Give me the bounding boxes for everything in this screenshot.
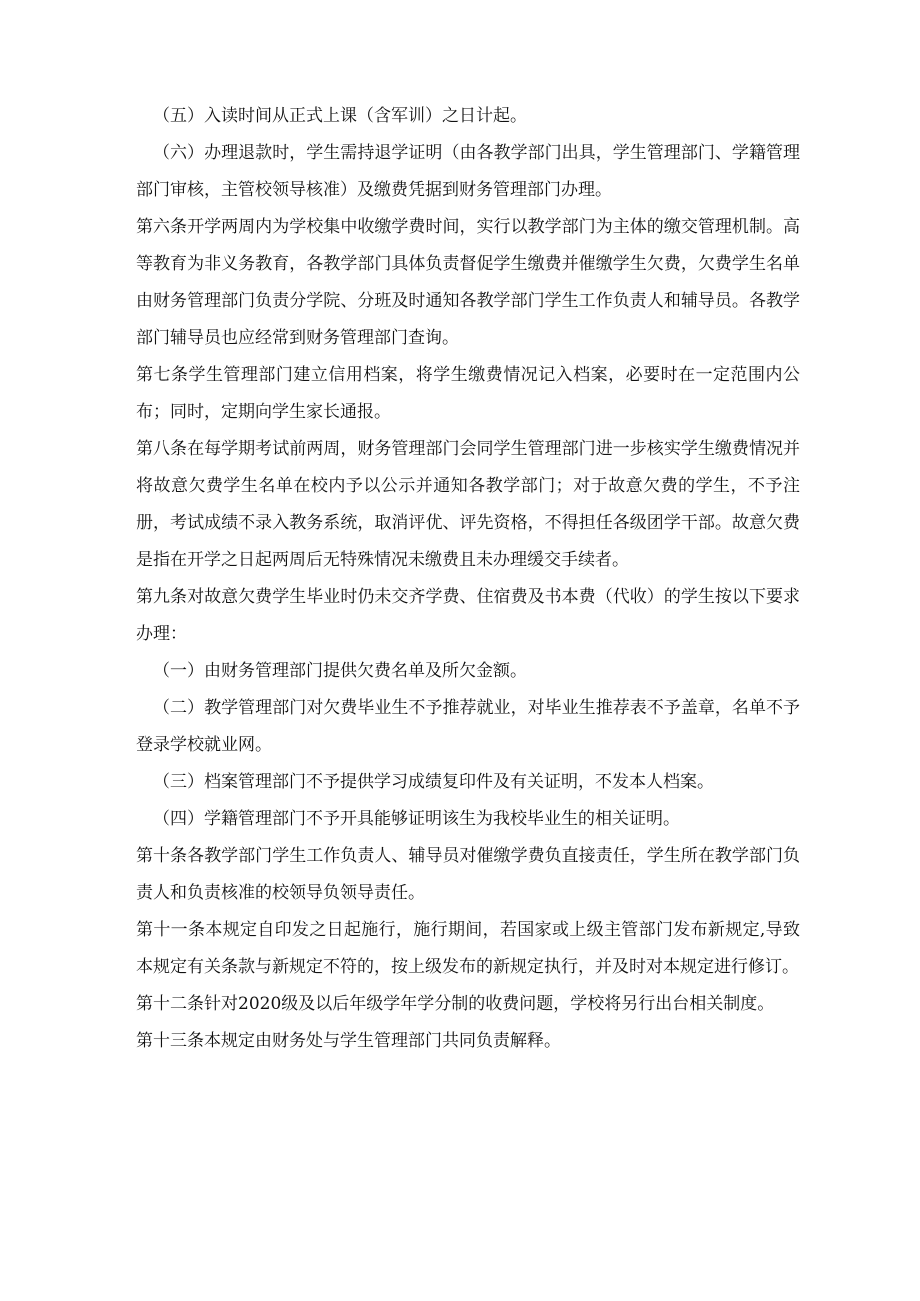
article-9-item-2: （二）教学管理部门对欠费毕业生不予推荐就业，对毕业生推荐表不予盖章，名单不予登录学校就业网。 <box>136 698 800 755</box>
clause-5-paragraph: （五）入读时间从正式上课（含军训）之日计起。 <box>153 106 527 126</box>
article-9-item-3: （三）档案管理部门不予提供学习成绩复印件及有关证明，不发本人档案。 <box>153 772 714 792</box>
clause-6-paragraph: （六）办理退款时，学生需持退学证明（由各教学部门出具，学生管理部门、学籍管理部门审核，主管校领导核准）及缴费凭据到财务管理部门办理。 <box>136 143 800 200</box>
article-9-paragraph: 第九条对故意欠费学生毕业时仍未交齐学费、住宿费及书本费（代收）的学生按以下要求办理： <box>136 587 800 644</box>
article-9-item-4: （四）学籍管理部门不予开具能够证明该生为我校毕业生的相关证明。 <box>153 809 680 829</box>
article-13-paragraph: 第十三条本规定由财务处与学生管理部门共同负责解释。 <box>136 1031 561 1051</box>
article-6-paragraph: 第六条开学两周内为学校集中收缴学费时间，实行以教学部门为主体的缴交管理机制。高等教育为非义务教育，各教学部门具体负责督促学生缴费并催缴学生欠费，欠费学生名单由财务管理部门负责分学院、分班及时通知各教学部门学生工作负责人和辅导员。各教学部门辅导员也应经常到财务管理部门查询。 <box>136 217 800 348</box>
document-body <box>136 98 800 1060</box>
article-11-paragraph: 第十一条本规定自印发之日起施行，施行期间，若国家或上级主管部门发布新规定,导致本规定有关条款与新规定不符的，按上级发布的新规定执行，并及时对本规定进行修订。 <box>136 920 800 977</box>
article-12-paragraph: 第十二条针对2020级及以后年级学年学分制的收费问题，学校将另行出台相关制度。 <box>136 994 775 1014</box>
article-8-paragraph: 第八条在每学期考试前两周，财务管理部门会同学生管理部门进一步核实学生缴费情况并将故意欠费学生名单在校内予以公示并通知各教学部门；对于故意欠费的学生，不予注册，考试成绩不录入教务系统，取消评优、评先资格，不得担任各级团学干部。故意欠费是指在开学之日起两周后无特殊情况未缴费且未办理缓交手续者。 <box>136 439 800 570</box>
article-9-item-1: （一）由财务管理部门提供欠费名单及所欠金额。 <box>153 661 527 681</box>
article-7-paragraph: 第七条学生管理部门建立信用档案，将学生缴费情况记入档案，必要时在一定范围内公布；同时，定期向学生家长通报。 <box>136 365 800 422</box>
article-10-paragraph: 第十条各教学部门学生工作负责人、辅导员对催缴学费负直接责任，学生所在教学部门负责人和负责核准的校领导负领导责任。 <box>136 846 800 903</box>
